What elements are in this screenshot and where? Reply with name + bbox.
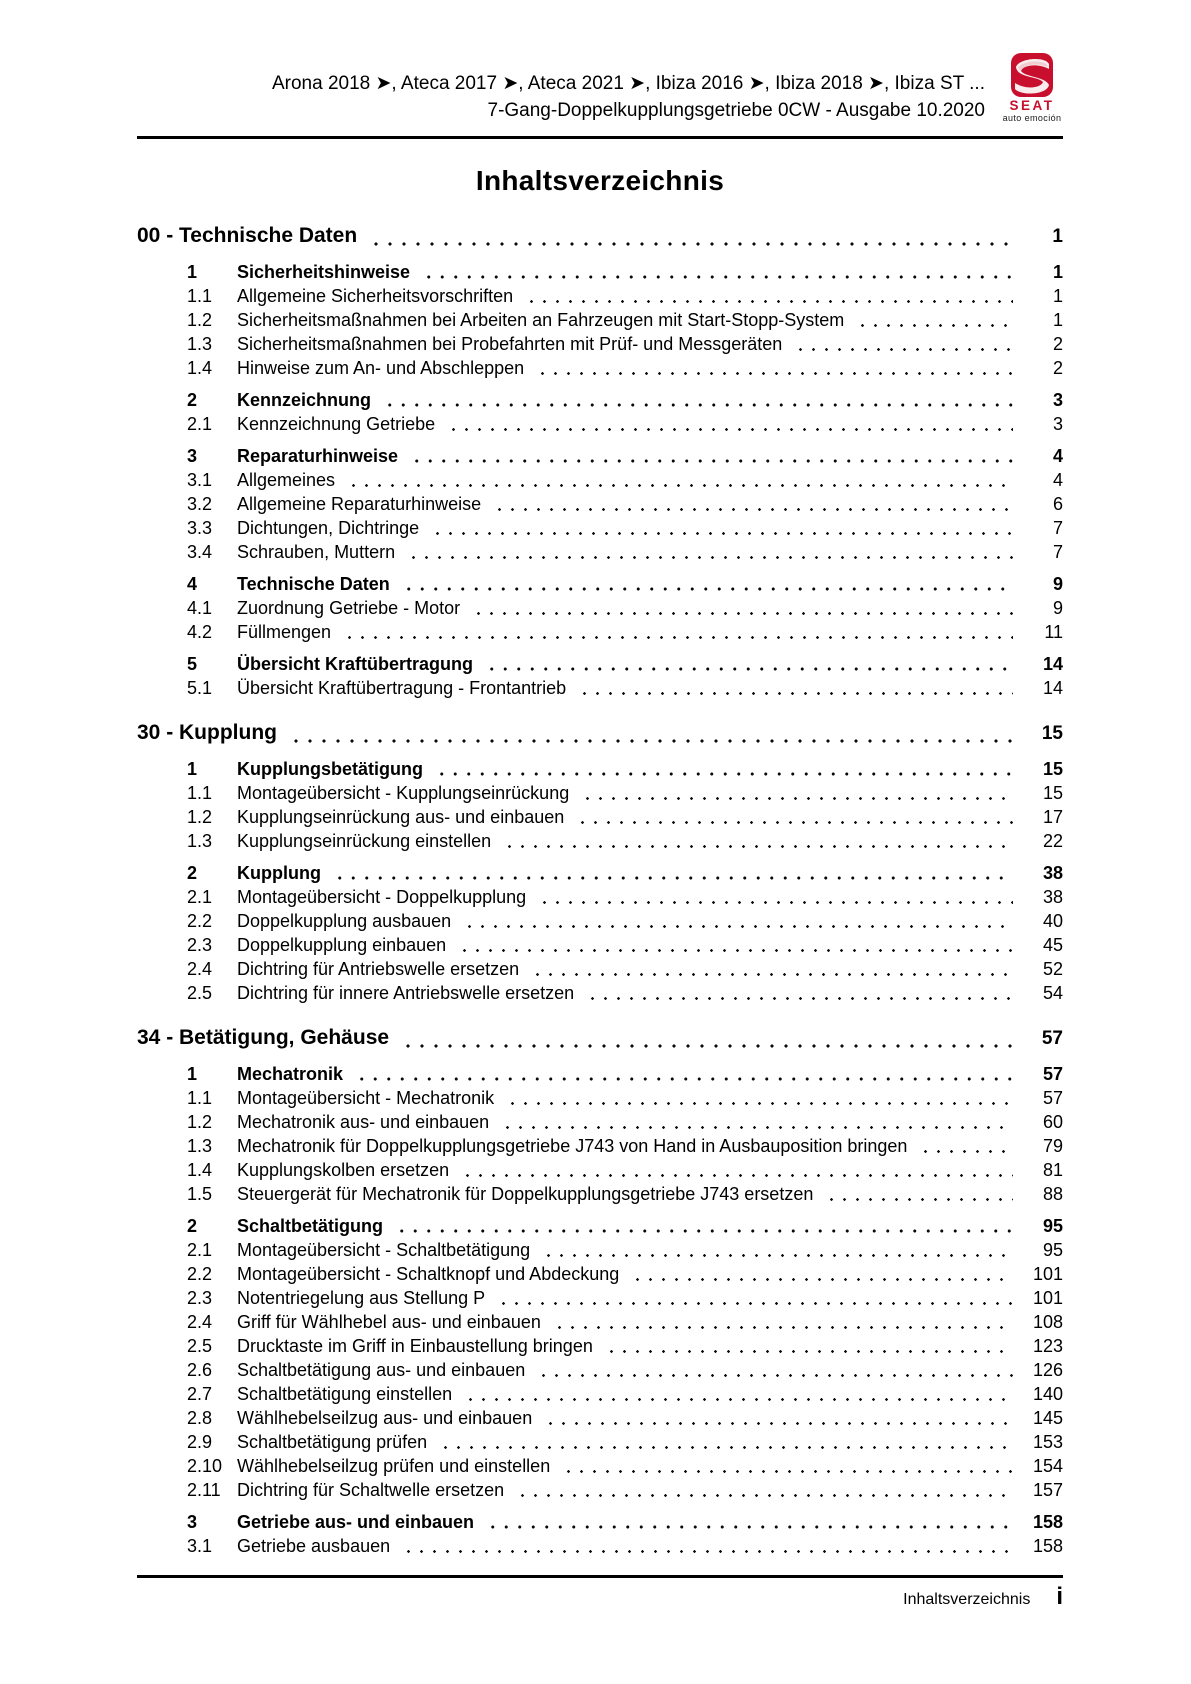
dot-leader [439,1446,1013,1449]
toc-entry-page: 1 [1052,286,1063,306]
toc-entry [137,1262,1063,1286]
toc-entry-title: Schrauben, Muttern [237,542,396,562]
toc-entry-title: Mechatronik aus- und einbauen [237,1112,490,1132]
toc-entry-page: 3 [1052,414,1063,434]
dot-leader [525,300,1013,303]
dot-leader [553,1326,1013,1329]
toc-entry-number: 1.1 [187,1088,213,1108]
toc-entry-number: 2.8 [187,1408,213,1428]
toc-entry [137,1214,1063,1238]
dot-leader [578,692,1013,695]
toc-entry-number: 1.2 [187,807,213,827]
header-text [272,52,985,124]
toc-entry-number: 1.3 [187,831,213,851]
dot-leader [581,797,1013,800]
dot-leader [347,484,1013,487]
toc-entry-title: Montageübersicht - Doppelkupplung [237,887,527,907]
toc-section-label: 34 - Betätigung, Gehäuse [137,1026,390,1049]
dot-leader [472,612,1013,615]
dot-leader [402,1550,1013,1553]
toc-entry-page: 17 [1042,807,1063,827]
toc-section-page: 1 [1052,226,1063,247]
toc-entry [137,1358,1063,1382]
toc-entry [137,1134,1063,1158]
toc-entry-title: Wählhebelseilzug prüfen und einstellen [237,1456,551,1476]
toc-entry [137,909,1063,933]
dot-leader [544,1422,1013,1425]
toc-entry-page: 9 [1052,598,1063,618]
dot-leader [463,925,1013,928]
toc-entry-title: Schaltbetätigung [237,1216,384,1236]
toc-entry-title: Notentriegelung aus Stellung P [237,1288,486,1308]
toc-entry [137,516,1063,540]
dot-leader [919,1150,1013,1153]
dot-leader [856,324,1013,327]
toc-entry-page: 158 [1032,1536,1063,1556]
toc-entry-number: 5 [187,654,198,674]
toc-entry [137,957,1063,981]
toc-entry-title: Allgemeine Reparaturhinweise [237,494,482,514]
toc-entry [137,1110,1063,1134]
toc-entry-page: 22 [1042,831,1063,851]
toc-entry-page: 101 [1032,1264,1063,1284]
toc-entry-title: Kupplungseinrückung aus- und einbauen [237,807,565,827]
toc-entry-title: Sicherheitshinweise [237,262,411,282]
toc-entry-number: 2.10 [187,1456,223,1476]
dot-leader [447,428,1013,431]
seat-wordmark: SEAT [1009,98,1055,113]
toc-entry-number: 2.2 [187,1264,213,1284]
toc-entry-number: 1.4 [187,358,213,378]
toc-entry-number: 2.5 [187,1336,213,1356]
toc-entry-title: Doppelkupplung einbauen [237,935,447,955]
toc-entry-page: 3 [1052,390,1063,410]
toc-entry [137,468,1063,492]
toc-entry-page: 108 [1032,1312,1063,1332]
toc-entry [137,1310,1063,1334]
dot-leader [516,1494,1013,1497]
dot-leader [383,403,1013,407]
toc-entry-title: Drucktaste im Griff in Einbaustellung bringen [237,1336,593,1356]
seat-emblem-icon [1010,52,1054,98]
toc-entry [137,1454,1063,1478]
dot-leader [605,1350,1013,1353]
dot-leader [794,348,1013,351]
toc-entry-number: 2.5 [187,983,213,1003]
dot-leader [401,1044,1013,1048]
toc-entry [137,540,1063,564]
dot-leader [538,901,1013,904]
toc-entry-number: 1.3 [187,334,213,354]
toc-section-label: 30 - Kupplung [137,721,277,744]
toc-entry-page: 7 [1052,518,1063,538]
dot-leader [586,997,1013,1000]
toc-entry-page: 54 [1042,983,1063,1003]
toc-entry-page: 101 [1032,1288,1063,1308]
toc-entry-title: Technische Daten [237,574,390,594]
seat-tagline: auto emoción [1002,113,1062,123]
toc-entry-title: Übersicht Kraftübertragung - Frontantrieb [237,678,567,698]
toc-entry-page: 38 [1042,863,1063,883]
toc-entry [137,260,1063,284]
toc-entry-title: Füllmengen [237,622,332,642]
toc-entry-title: Montageübersicht - Mechatronik [237,1088,495,1108]
dot-leader [435,772,1013,776]
toc-entry-page: 11 [1044,622,1063,642]
toc-entry-title: Schaltbetätigung prüfen [237,1432,428,1452]
toc-entry-title: Montageübersicht - Kupplungseinrückung [237,783,570,803]
toc-entry [137,652,1063,676]
toc-entry-title: Mechatronik für Doppelkupplungsgetriebe J743 von Hand in Ausbauposition bringen [237,1136,908,1156]
toc-entry-number: 2 [187,390,198,410]
toc-entry-number: 2.11 [187,1480,221,1500]
toc-entry-number: 2 [187,1216,198,1236]
toc-entry-number: 2.9 [187,1432,213,1452]
toc-entry-page: 1 [1052,310,1063,330]
dot-leader [562,1470,1013,1473]
toc-section-header [137,1023,1063,1054]
toc-entry-number: 2.4 [187,1312,213,1332]
toc-entry-page: 6 [1052,494,1063,514]
dot-leader [531,973,1013,976]
toc-entry-number: 3 [187,446,198,466]
toc-entry [137,781,1063,805]
toc-entry-number: 3.3 [187,518,213,538]
toc-entry-title: Übersicht Kraftübertragung [237,654,474,674]
toc-entry-title: Griff für Wählhebel aus- und einbauen [237,1312,541,1332]
toc-entry-page: 4 [1052,470,1063,490]
toc-entry-page: 14 [1042,654,1063,674]
dot-leader [461,1174,1013,1177]
toc-entry-title: Getriebe ausbauen [237,1536,391,1556]
toc-entry-page: 81 [1042,1160,1063,1180]
toc-section-label: 00 - Technische Daten [137,224,358,247]
toc-entry-page: 158 [1032,1512,1063,1532]
toc-entry [137,572,1063,596]
toc-entry-title: Kupplungsbetätigung [237,759,423,779]
dot-leader [464,1398,1013,1401]
toc-entry [137,1430,1063,1454]
toc-entry-number: 2.2 [187,911,213,931]
header-rule [137,136,1063,139]
page-header [137,52,1063,124]
toc-section [137,718,1063,1005]
toc-entry [137,1286,1063,1310]
toc-entry-title: Allgemeine Sicherheitsvorschriften [237,286,514,306]
toc-section [137,221,1063,700]
dot-leader [333,876,1013,880]
toc-entry-page: 1 [1052,262,1063,282]
toc-entry-title: Getriebe aus- und einbauen [237,1512,475,1532]
toc-entry [137,332,1063,356]
toc-section-header [137,718,1063,749]
toc-entry-page: 2 [1052,334,1063,354]
header-subtitle-line: 7-Gang-Doppelkupplungsgetriebe 0CW - Ausgabe 10.2020 [487,100,985,121]
dot-leader [402,587,1013,591]
toc-entry-title: Dichtring für innere Antriebswelle ersetzen [237,983,575,1003]
toc-entry-page: 123 [1032,1336,1063,1356]
toc-entry-number: 4 [187,574,198,594]
toc-entry-number: 1.1 [187,286,213,306]
dot-leader [631,1278,1013,1281]
dot-leader [289,739,1013,743]
dot-leader [431,532,1013,535]
toc-entry [137,1238,1063,1262]
footer-line [137,1578,1063,1609]
toc-entry [137,1334,1063,1358]
toc-entry [137,933,1063,957]
page-title: Inhaltsverzeichnis [475,165,725,196]
toc-entry [137,492,1063,516]
toc-entry-page: 154 [1032,1456,1063,1476]
toc-entry-number: 2.3 [187,935,213,955]
toc-entry-number: 5.1 [187,678,213,698]
toc-entry-page: 2 [1052,358,1063,378]
dot-leader [343,636,1013,639]
dot-leader [506,1102,1013,1105]
dot-leader [493,508,1013,511]
toc-entry [137,284,1063,308]
toc-entry-number: 4.2 [187,622,213,642]
dot-leader [458,949,1013,952]
toc-entry-title: Reparaturhinweise [237,446,399,466]
toc-entry-page: 57 [1042,1088,1063,1108]
toc-entry [137,981,1063,1005]
toc-entry [137,757,1063,781]
toc-entry-page: 140 [1032,1384,1063,1404]
toc-entry-page: 15 [1042,759,1063,779]
dot-leader [576,821,1013,824]
toc-entry-number: 1.5 [187,1184,213,1204]
dot-leader [485,667,1013,671]
footer-page-number: i [1056,1583,1063,1610]
toc-entry-number: 2.6 [187,1360,213,1380]
toc-entry-number: 3.1 [187,1536,213,1556]
toc-entry-number: 4.1 [187,598,213,618]
dot-leader [422,275,1013,279]
toc-entry-number: 1.3 [187,1136,213,1156]
toc-entry-title: Montageübersicht - Schaltknopf und Abdeckung [237,1264,620,1284]
toc-entry-page: 60 [1042,1112,1063,1132]
toc-entry-number: 2.1 [187,414,213,434]
toc-entry-number: 1 [187,1064,198,1084]
toc-entry-page: 57 [1042,1064,1063,1084]
dot-leader [395,1229,1013,1233]
toc-entry-title: Hinweise zum An- und Abschleppen [237,358,525,378]
toc-entry-page: 157 [1032,1480,1063,1500]
toc-entry-number: 1.1 [187,783,213,803]
toc-entry [137,1478,1063,1502]
toc-entry-page: 9 [1052,574,1063,594]
dot-leader [503,845,1013,848]
toc-entry-page: 40 [1042,911,1063,931]
toc-entry-title: Kupplungskolben ersetzen [237,1160,450,1180]
dot-leader [537,1374,1013,1377]
toc-entry [137,676,1063,700]
toc-section-page: 57 [1041,1028,1063,1049]
toc-entry-number: 2.1 [187,1240,213,1260]
toc-entry-number: 1.2 [187,310,213,330]
toc-entry [137,412,1063,436]
toc-entry [137,829,1063,853]
dot-leader [369,242,1013,246]
dot-leader [497,1302,1013,1305]
toc-entry [137,308,1063,332]
toc-entry [137,444,1063,468]
toc-entry-title: Doppelkupplung ausbauen [237,911,452,931]
toc-entry [137,1158,1063,1182]
toc-entry [137,620,1063,644]
toc-entry-number: 2.7 [187,1384,213,1404]
toc-entry-number: 1.2 [187,1112,213,1132]
toc-entry-page: 52 [1042,959,1063,979]
toc-entry-title: Kupplung [237,863,321,883]
toc-entry-number: 2.4 [187,959,213,979]
toc-entry-page: 126 [1032,1360,1063,1380]
toc-entry-title: Montageübersicht - Schaltbetätigung [237,1240,531,1260]
toc-entry [137,1510,1063,1534]
toc-entry-number: 3.2 [187,494,213,514]
dot-leader [410,459,1013,463]
dot-leader [536,372,1013,375]
toc-section-page: 15 [1041,723,1063,744]
toc-entry-number: 3.4 [187,542,213,562]
toc-entry-page: 88 [1042,1184,1063,1204]
toc-entry-number: 3.1 [187,470,213,490]
toc-entry-title: Dichtring für Antriebswelle ersetzen [237,959,520,979]
toc-entry [137,805,1063,829]
toc-entry-page: 95 [1042,1216,1063,1236]
toc [137,221,1063,1558]
toc-entry-number: 1 [187,262,198,282]
toc-entry-page: 14 [1042,678,1063,698]
toc-entry-number: 2 [187,863,198,883]
toc-entry-page: 4 [1052,446,1063,466]
toc-entry-title: Schaltbetätigung aus- und einbauen [237,1360,526,1380]
footer-label: Inhaltsverzeichnis [903,1591,1031,1608]
toc-entry-page: 45 [1042,935,1063,955]
toc-entry-title: Mechatronik [237,1064,344,1084]
page-footer [137,1575,1063,1609]
toc-entry [137,1406,1063,1430]
toc-entry [137,1182,1063,1206]
toc-entry [137,1086,1063,1110]
toc-entry-title: Dichtring für Schaltwelle ersetzen [237,1480,505,1500]
toc-entry-title: Kennzeichnung [237,390,371,410]
toc-entry-title: Kennzeichnung Getriebe [237,414,436,434]
toc-entry [137,356,1063,380]
toc-entry [137,596,1063,620]
header-models-line: Arona 2018 ➤, Ateca 2017 ➤, Ateca 2021 ➤, Ibiza 2016 ➤, Ibiza 2018 ➤, Ibiza ST ... [271,73,985,94]
toc-entry-title: Kupplungseinrückung einstellen [237,831,492,851]
dot-leader [501,1126,1013,1129]
toc-entry-page: 95 [1042,1240,1063,1260]
toc-entry [137,861,1063,885]
toc-entry-title: Wählhebelseilzug aus- und einbauen [237,1408,533,1428]
toc-entry-title: Allgemeines [237,470,336,490]
toc-entry-title: Zuordnung Getriebe - Motor [237,598,461,618]
dot-leader [407,556,1013,559]
toc-entry-number: 1.4 [187,1160,213,1180]
toc-entry-number: 1 [187,759,198,779]
dot-leader [542,1254,1013,1257]
toc-entry [137,1534,1063,1558]
dot-leader [486,1525,1013,1529]
toc-entry-number: 2.3 [187,1288,213,1308]
toc-entry-title: Schaltbetätigung einstellen [237,1384,453,1404]
toc-entry-page: 38 [1042,887,1063,907]
toc-entry [137,885,1063,909]
toc-section-header [137,221,1063,252]
dot-leader [355,1077,1013,1081]
toc-entry-page: 79 [1042,1136,1063,1156]
toc-entry-number: 3 [187,1512,198,1532]
toc-entry [137,1382,1063,1406]
dot-leader [825,1198,1013,1201]
toc-entry-page: 145 [1032,1408,1063,1428]
toc-section [137,1023,1063,1558]
toc-entry-page: 15 [1042,783,1063,803]
toc-entry-number: 2.1 [187,887,213,907]
toc-entry-title: Dichtungen, Dichtringe [237,518,420,538]
toc-entry-page: 153 [1032,1432,1063,1452]
toc-entry-title: Sicherheitsmaßnahmen bei Arbeiten an Fahrzeugen mit Start-Stopp-System [237,310,845,330]
toc-entry-page: 7 [1052,542,1063,562]
seat-logo [1001,52,1063,124]
toc-entry [137,388,1063,412]
toc-entry-title: Sicherheitsmaßnahmen bei Probefahrten mit Prüf- und Messgeräten [237,334,783,354]
toc-entry [137,1062,1063,1086]
toc-entry-title: Steuergerät für Mechatronik für Doppelkupplungsgetriebe J743 ersetzen [237,1184,814,1204]
